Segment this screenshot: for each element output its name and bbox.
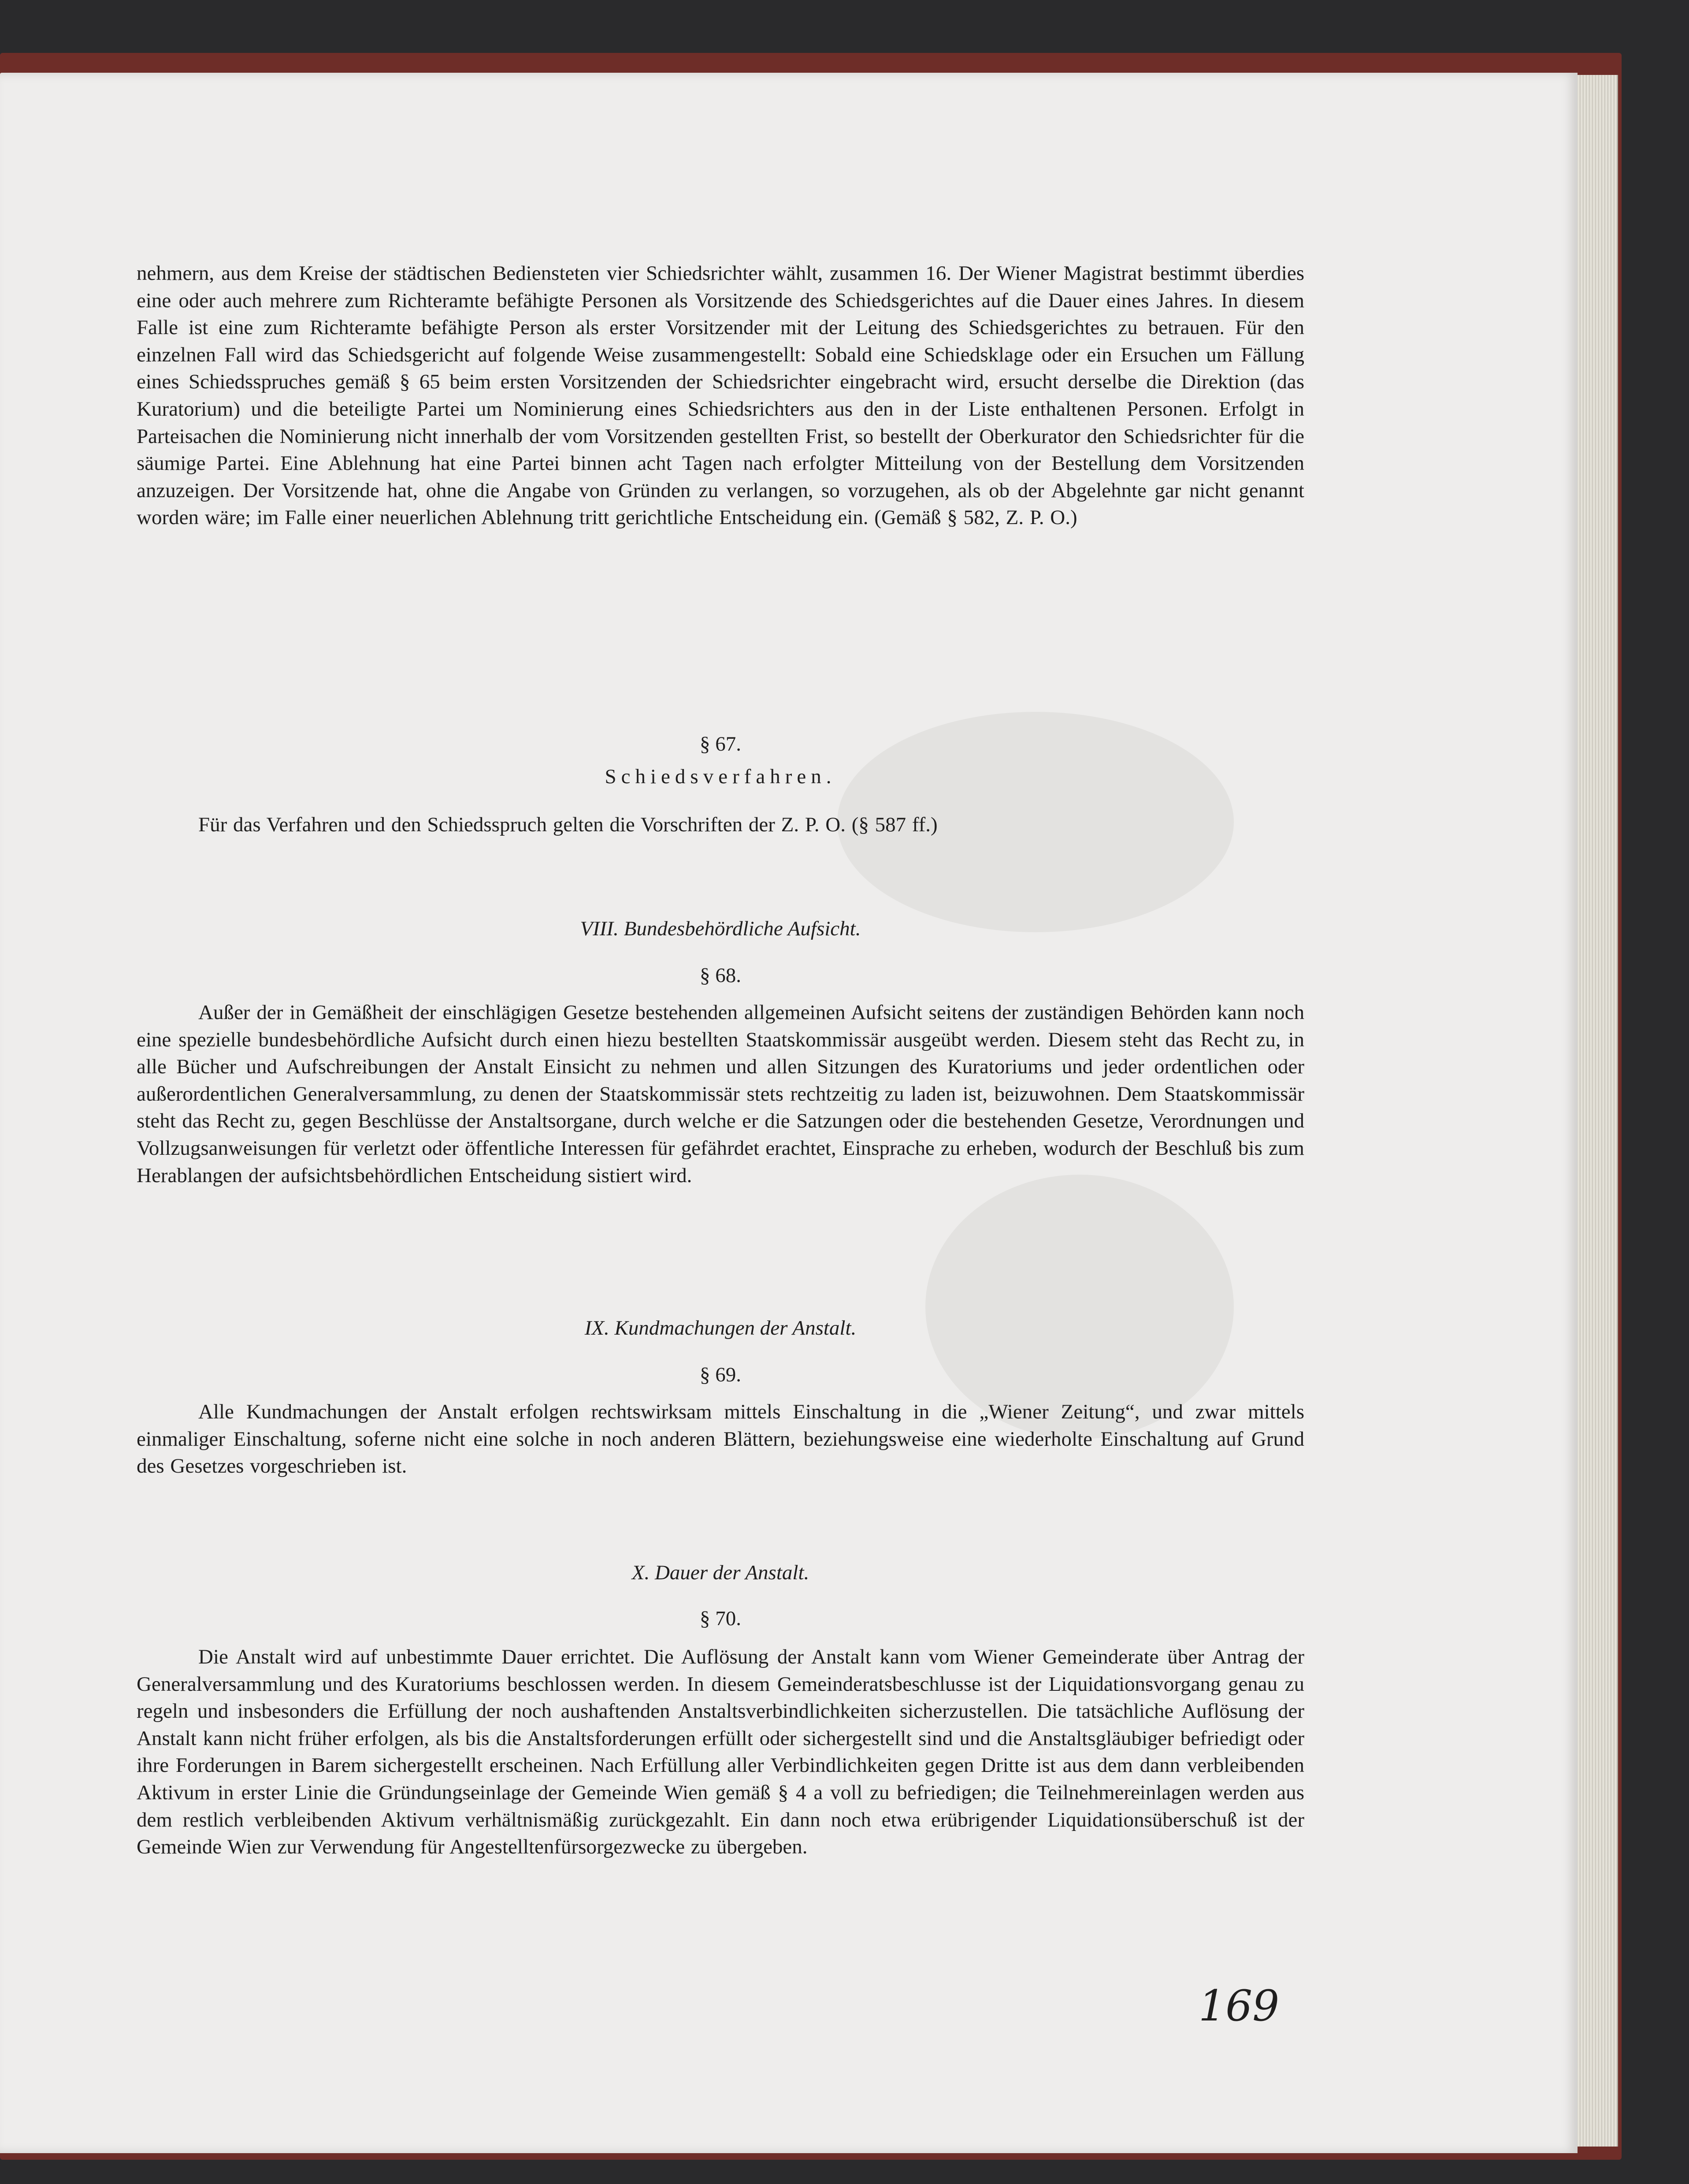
paragraph-s70: Die Anstalt wird auf unbestimmte Dauer errichtet. Die Auflösung der Anstalt kann vom Wiener Gemeinderate über Antrag der Generalversammlung und des Kuratoriums beschlossen werden. In diesem Gemeinderatsbeschlusse ist der Liquidationsvorgang genau zu regeln und insbesonders die Erfüllung der noch aushaftenden Anstaltsverbindlichkeiten sicherzustellen. Die tatsächliche Auflösung der Anstalt kann nicht früher erfolgen, als bis die Anstaltsforderungen erfüllt oder sichergestellt sind und die Anstaltsgläubiger befriedigt oder ihre Forderungen in Barem sichergestellt erscheinen. Nach Erfüllung aller Verbindlichkeiten gegen Dritte ist aus dem dann verbleibenden Aktivum in erster Linie die Gründungseinlage der Gemeinde Wien gemäß § 4 a voll zu befriedigen; die Teilnehmereinlagen werden aus dem restlich verbleibenden Aktivum verhältnismäßig zurückgezahlt. Ein dann noch etwa erübrigender Liquidationsüberschuß ist der Gemeinde Wien zur Verwendung für Angestelltenfürsorgezwecke zu übergeben. [137,1645,1304,1859]
page-number: 169 [1199,1981,1280,2031]
chapter-heading-8: VIII. Bundesbehördliche Aufsicht. [580,917,861,940]
paragraph-s67: Für das Verfahren und den Schiedsspruch gelten die Vorschriften der Z. P. O. (§ 587 ff.) [198,813,938,836]
paragraph-s68: Außer der in Gemäßheit der einschlägigen Gesetze bestehenden allgemeinen Aufsicht seitens der zuständigen Behörden kann noch eine spezielle bundesbehördliche Aufsicht durch einen hiezu bestellten Staatskommissär ausgeübt werden. Diesem steht das Recht zu, in alle Bücher und Aufschreibungen der Anstalt Einsicht zu nehmen und allen Sitzungen des Kuratoriums und jeder ordentlichen oder außerordentlichen Generalversammlung, zu denen der Staatskommissär stets rechtzeitig zu laden ist, beizuwohnen. Dem Staatskommissär steht das Recht zu, gegen Beschlüsse der Anstaltsorgane, durch welche er die Satzungen oder die bestehenden Gesetze, Verordnungen und Vollzugsanweisungen für verletzt oder öffentliche Interessen für gefährdet erachtet, Einsprache zu erheben, wodurch der Beschluß bis zum Herablangen der aufsichtsbehördlichen Entscheidung sistiert wird. [137,1001,1304,1187]
paragraph-s69: Alle Kundmachungen der Anstalt erfolgen rechtswirksam mittels Einschaltung in die „Wiener Zeitung“, und zwar mittels einmaliger Einschaltung, soferne nicht eine solche in noch anderen Blättern, beziehungsweise eine wiederholte Einschaltung auf Grund des Gesetzes vorgeschrieben ist. [137,1400,1304,1478]
book-page [0,73,1578,2153]
section-number-70: § 70. [700,1607,741,1630]
chapter-heading-9: IX. Kundmachungen der Anstalt. [584,1317,857,1339]
section-number-67: § 67. [700,733,741,755]
chapter-heading-10: X. Dauer der Anstalt. [631,1561,809,1584]
section-title-67: Schiedsverfahren. [605,765,836,788]
section-number-68: § 68. [700,964,741,987]
section-number-69: § 69. [700,1363,741,1386]
paragraph-s66-continuation: nehmern, aus dem Kreise der städtischen Bediensteten vier Schiedsrichter wählt, zusammen 16. Der Wiener Magistrat bestimmt überdies eine oder auch mehrere zum Richteramte befähigte Personen als Vorsitzende des Schiedsgerichtes auf die Dauer eines Jahres. In diesem Falle ist eine zum Richteramte befähigte Person als erster Vorsitzender mit der Leitung des Schiedsgerichtes zu betrauen. Für den einzelnen Fall wird das Schiedsgericht auf folgende Weise zusammengestellt: Sobald eine Schiedsklage oder ein Ersuchen um Fällung eines Schiedsspruches gemäß § 65 beim ersten Vorsitzenden der Schiedsrichter eingebracht wird, ersucht derselbe die Direktion (das Kuratorium) und die beteiligte Partei um Nominierung eines Schiedsrichters aus den in der Liste enthaltenen Personen. Erfolgt in Parteisachen die Nominierung nicht innerhalb der vom Vorsitzenden gestellten Frist, so bestellt der Oberkurator den Schiedsrichter für die säumige Partei. Eine Ablehnung hat eine Partei binnen acht Tagen nach erfolgter Mitteilung von der Bestellung dem Vorsitzenden anzuzeigen. Der Vorsitzende hat, ohne die Angabe von Gründen zu verlangen, so vorzugehen, als ob der Abgelehnte gar nicht genannt worden wäre; im Falle einer neuerlichen Ablehnung tritt gerichtliche Entscheidung ein. (Gemäß § 582, Z. P. O.) [137,262,1304,529]
